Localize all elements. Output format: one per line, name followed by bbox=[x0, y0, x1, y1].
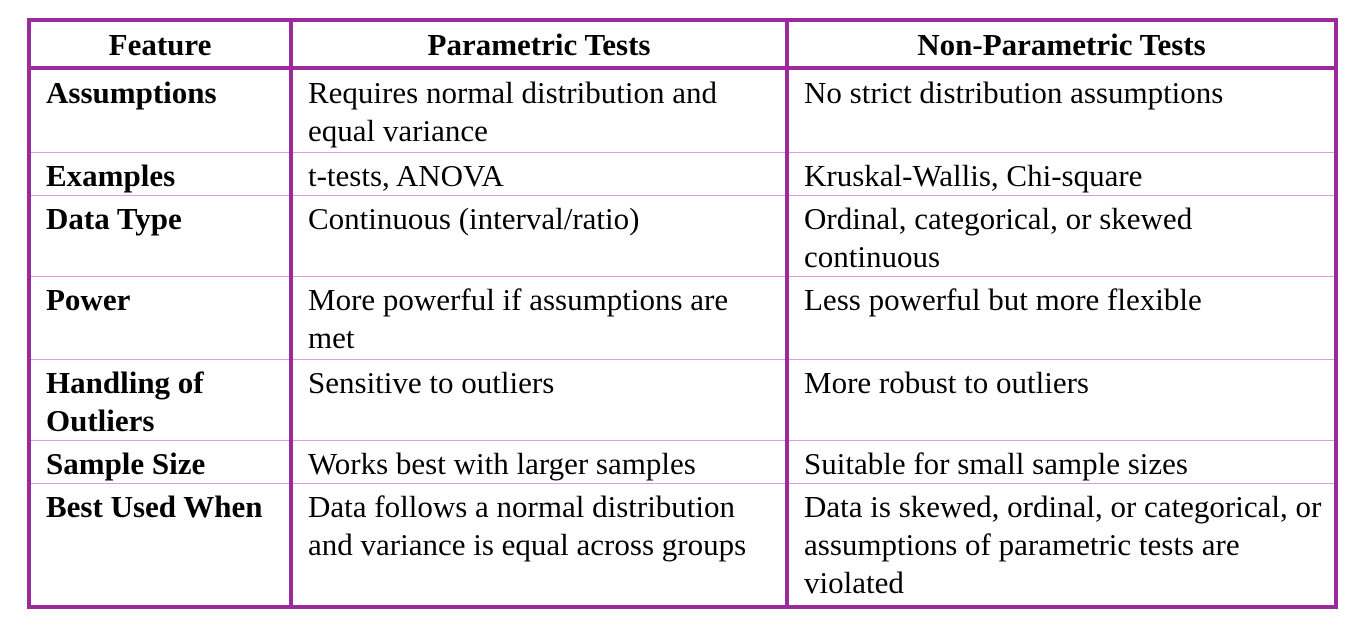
table-row bbox=[29, 359, 1336, 440]
parametric-cell: Continuous (interval/ratio) bbox=[291, 195, 787, 276]
parametric-cell: Works best with larger samples bbox=[291, 440, 787, 483]
header-parametric-tests: Parametric Tests bbox=[291, 20, 787, 68]
table-row bbox=[29, 483, 1336, 607]
feature-cell: Data Type bbox=[29, 195, 291, 276]
header-non-parametric-tests: Non-Parametric Tests bbox=[787, 20, 1336, 68]
comparison-table bbox=[27, 18, 1338, 609]
feature-cell: Assumptions bbox=[29, 68, 291, 152]
parametric-cell: Sensitive to outliers bbox=[291, 359, 787, 440]
parametric-cell: t-tests, ANOVA bbox=[291, 152, 787, 195]
feature-cell: Power bbox=[29, 276, 291, 359]
feature-cell: Examples bbox=[29, 152, 291, 195]
non-parametric-cell: No strict distribution assumptions bbox=[787, 68, 1336, 152]
non-parametric-cell: Suitable for small sample sizes bbox=[787, 440, 1336, 483]
non-parametric-cell: Less powerful but more flexible bbox=[787, 276, 1336, 359]
non-parametric-cell: Ordinal, categorical, or skewed continuous bbox=[787, 195, 1336, 276]
table-body bbox=[29, 68, 1336, 607]
table-row bbox=[29, 152, 1336, 195]
header-row bbox=[29, 20, 1336, 68]
parametric-cell: More powerful if assumptions are met bbox=[291, 276, 787, 359]
non-parametric-cell: Data is skewed, ordinal, or categorical, or assumptions of parametric tests are violated bbox=[787, 483, 1336, 607]
feature-cell: Best Used When bbox=[29, 483, 291, 607]
table-header bbox=[29, 20, 1336, 68]
non-parametric-cell: Kruskal-Wallis, Chi-square bbox=[787, 152, 1336, 195]
feature-cell: Sample Size bbox=[29, 440, 291, 483]
parametric-cell: Requires normal distribution and equal variance bbox=[291, 68, 787, 152]
feature-cell: Handling of Outliers bbox=[29, 359, 291, 440]
table-row bbox=[29, 276, 1336, 359]
comparison-table-container bbox=[27, 18, 1334, 609]
header-feature: Feature bbox=[29, 20, 291, 68]
parametric-cell: Data follows a normal distribution and variance is equal across groups bbox=[291, 483, 787, 607]
table-row bbox=[29, 68, 1336, 152]
non-parametric-cell: More robust to outliers bbox=[787, 359, 1336, 440]
table-row bbox=[29, 440, 1336, 483]
table-row bbox=[29, 195, 1336, 276]
